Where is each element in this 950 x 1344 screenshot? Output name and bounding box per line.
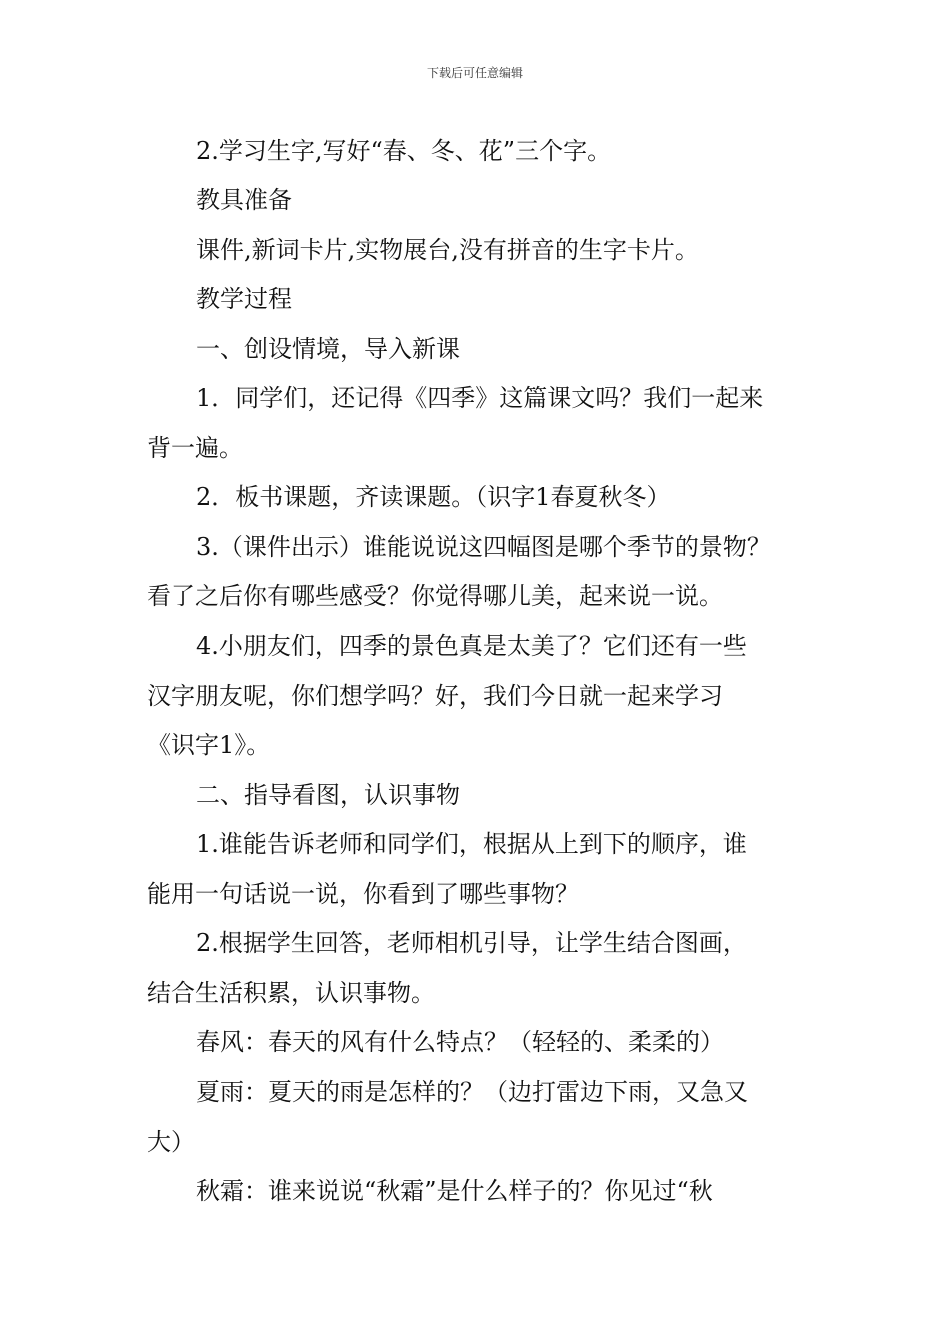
text-line: 能用一句话说一说，你看到了哪些事物？ — [147, 880, 579, 908]
header-watermark: 下载后可任意编辑 — [426, 66, 523, 80]
section-heading: 二、指导看图，认识事物 — [196, 781, 460, 809]
text-line: 《识字1》。 — [147, 731, 271, 759]
text-line: 春风：春天的风有什么特点？（轻轻的、柔柔的） — [196, 1028, 724, 1056]
section-heading: 一、创设情境，导入新课 — [196, 335, 460, 363]
text-line: 2.根据学生回答，老师相机引导，让学生结合图画， — [196, 929, 747, 957]
section-heading: 教具准备 — [196, 186, 292, 214]
text-line: 2.学习生字,写好“春、冬、花”三个字。 — [196, 137, 612, 165]
text-line: 1．同学们，还记得《四季》这篇课文吗？我们一起来 — [196, 384, 764, 412]
text-line: 背一遍。 — [147, 434, 243, 462]
text-line: 秋霜：谁来说说“秋霜”是什么样子的？你见过“秋 — [196, 1177, 713, 1205]
text-line: 3.（课件出示）谁能说说这四幅图是哪个季节的景物？ — [196, 533, 771, 561]
text-line: 4.小朋友们，四季的景色真是太美了？它们还有一些 — [196, 632, 747, 660]
text-line: 大） — [147, 1128, 195, 1156]
text-line: 课件,新词卡片,实物展台,没有拼音的生字卡片。 — [196, 236, 699, 264]
text-line: 夏雨：夏天的雨是怎样的？（边打雷边下雨，又急又 — [196, 1078, 748, 1106]
text-line: 结合生活积累，认识事物。 — [147, 979, 435, 1007]
text-line: 1.谁能告诉老师和同学们，根据从上到下的顺序，谁 — [196, 830, 747, 858]
text-line: 汉字朋友呢，你们想学吗？好，我们今日就一起来学习 — [147, 682, 723, 710]
section-heading: 教学过程 — [196, 285, 292, 313]
text-line: 2．板书课题，齐读课题。（识字1春夏秋冬） — [196, 483, 671, 511]
text-line: 看了之后你有哪些感受？你觉得哪儿美，起来说一说。 — [147, 582, 723, 610]
